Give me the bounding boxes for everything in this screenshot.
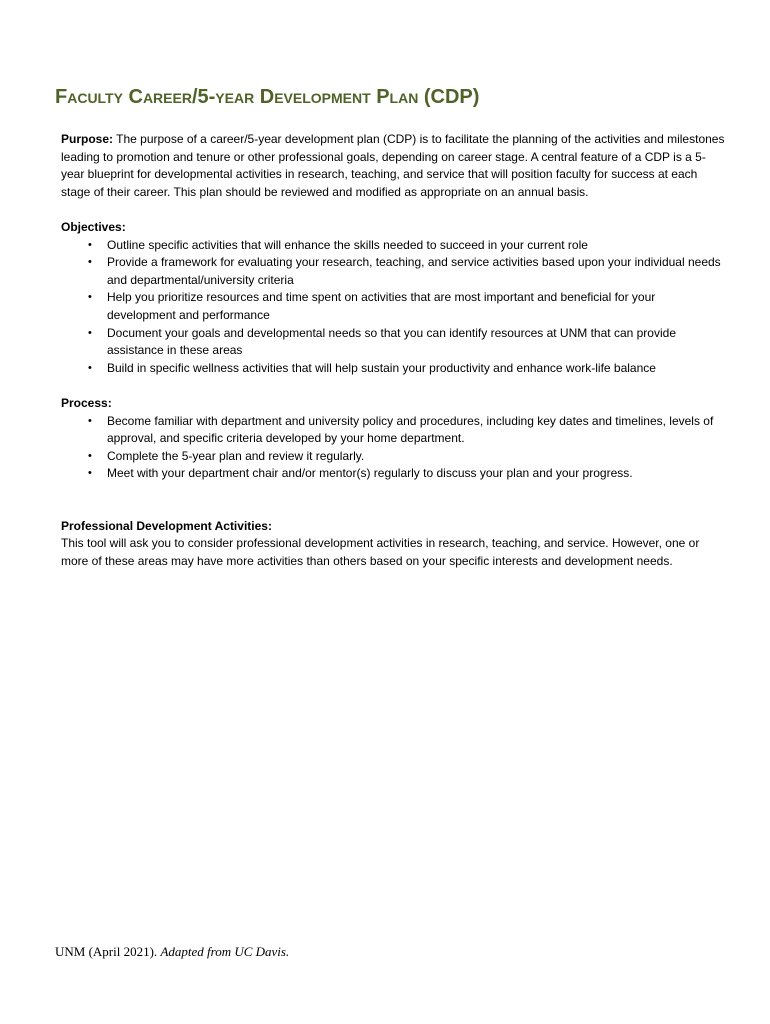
- list-item: • Document your goals and developmental needs so that you can identify resources at UNM that can provide assistance in these areas: [88, 325, 676, 358]
- bullet-icon: •: [88, 449, 92, 462]
- bullet-icon: •: [88, 256, 92, 269]
- purpose-label: Purpose:: [61, 132, 114, 146]
- page-title: Faculty Career/5-year Development Plan (CDP): [55, 86, 480, 108]
- list-item: • Meet with your department chair and/or mentor(s) regularly to discuss your plan and your progress.: [107, 465, 726, 483]
- professional-development-heading: Professional Development Activities:: [61, 518, 272, 533]
- footer-citation: UNM (April 2021).: [55, 944, 161, 959]
- professional-development-text: This tool will ask you to consider professional development activities in research, teaching, and service. However, one or more of these areas may have more activities than others based on your specific interests and development needs.: [61, 536, 700, 569]
- list-item: • Build in specific wellness activities that will help sustain your productivity and enhance work-life balance: [107, 360, 726, 378]
- objectives-list: [61, 237, 726, 378]
- bullet-icon: •: [88, 467, 92, 480]
- page-footer: [55, 944, 289, 960]
- process-list: [61, 413, 726, 483]
- bullet-icon: •: [88, 238, 92, 251]
- bullet-icon: •: [88, 414, 92, 427]
- list-item: • Provide a framework for evaluating your research, teaching, and service activities based upon your individual needs and departmental/university criteria: [88, 255, 721, 287]
- footer-attribution: Adapted from UC Davis.: [160, 944, 290, 959]
- purpose-text: The purpose of a career/5-year development plan (CDP) is to facilitate the planning of the activities and milestones leading to promotion and tenure or other professional goals, depending on career stage. A central feature of a CDP is a 5-year blueprint for developmental activities in research, teaching, and service that will position faculty for success at each stage of their career. This plan should be reviewed and modified as appropriate on an annual basis.: [61, 132, 725, 199]
- document-body: [61, 131, 726, 571]
- bullet-icon: •: [88, 326, 92, 339]
- list-item: • Become familiar with department and university policy and procedures, including key dates and timelines, levels of approval, and specific criteria developed by your home department.: [88, 413, 714, 446]
- bullet-icon: •: [88, 361, 92, 374]
- list-item: • Outline specific activities that will enhance the skills needed to succeed in your current role: [107, 237, 726, 255]
- purpose-paragraph: [61, 131, 726, 201]
- process-heading: Process:: [61, 395, 112, 410]
- list-item: • Help you prioritize resources and time spent on activities that are most important and beneficial for your development and performance: [88, 290, 656, 322]
- list-item: • Complete the 5-year plan and review it regularly.: [107, 448, 726, 466]
- objectives-heading: Objectives:: [61, 219, 126, 234]
- bullet-icon: •: [88, 291, 92, 304]
